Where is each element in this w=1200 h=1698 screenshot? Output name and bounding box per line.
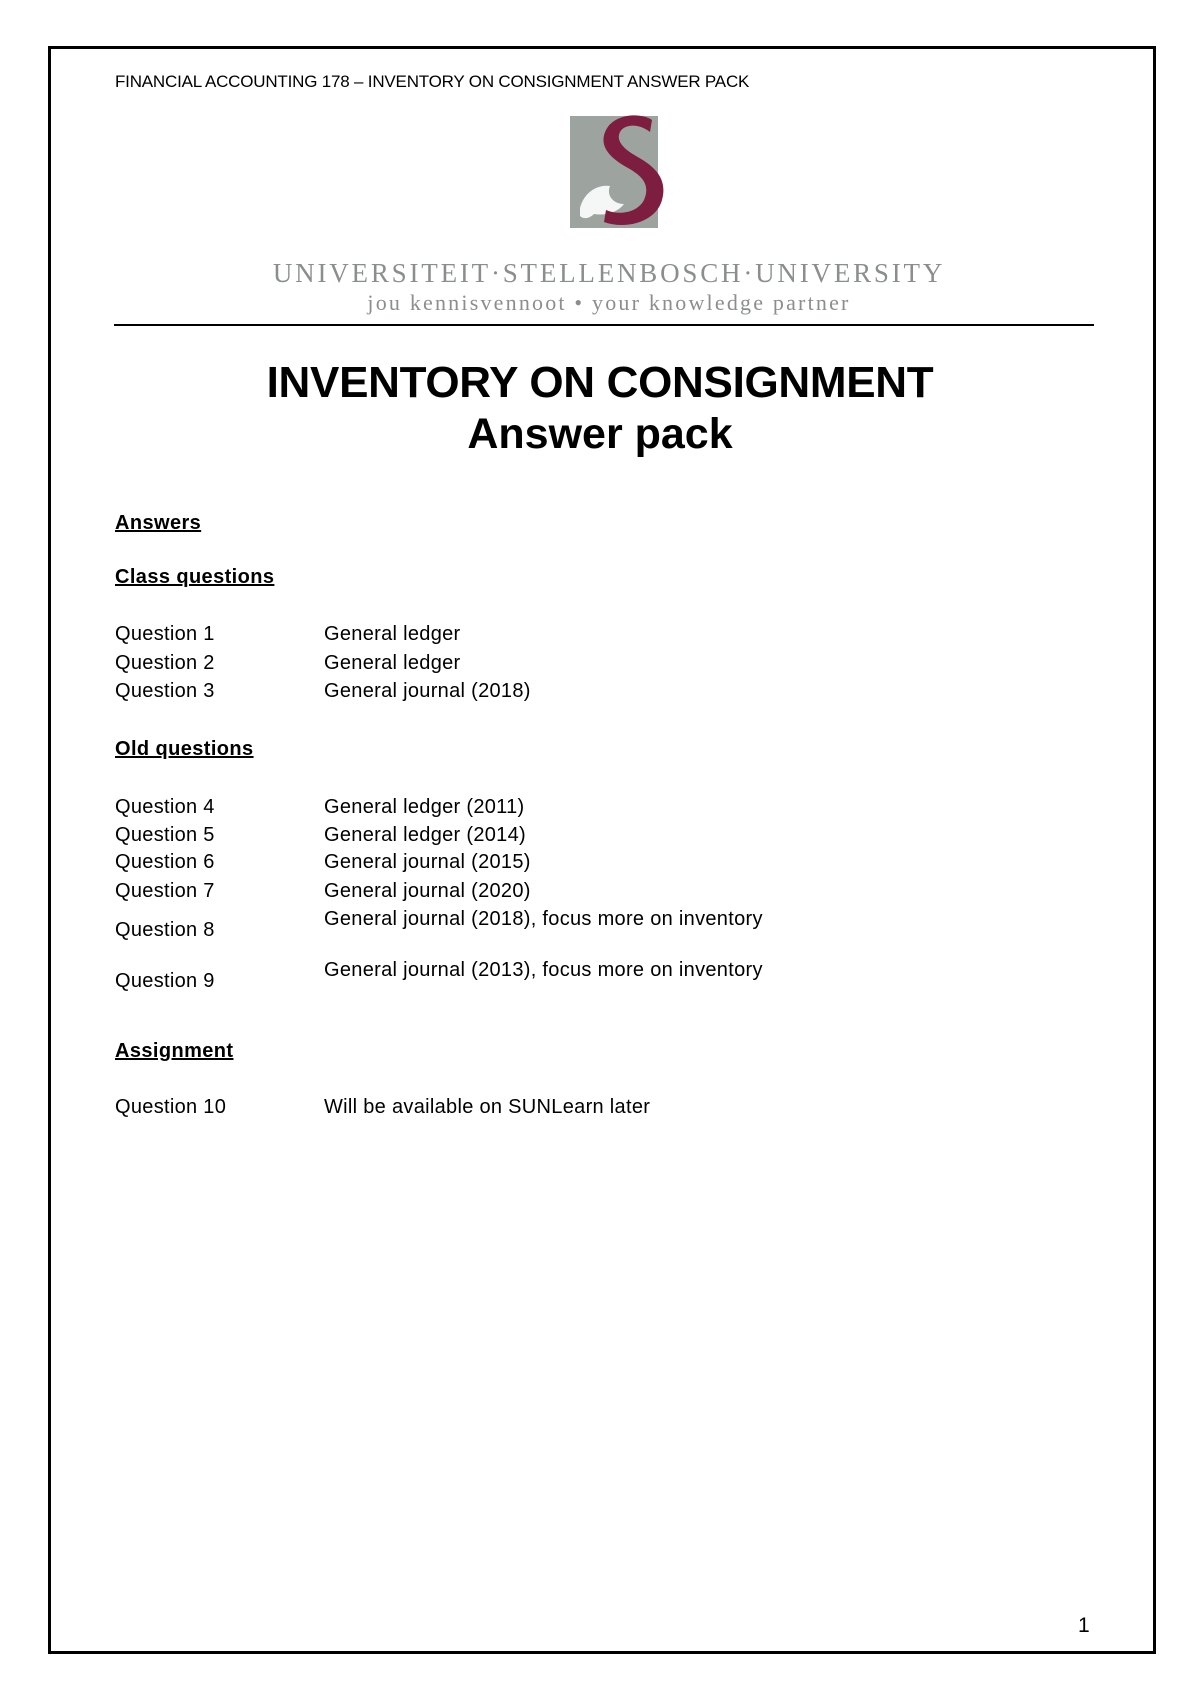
question-label: Question 2 <box>115 652 215 674</box>
question-label: Question 8 <box>115 919 215 941</box>
question-answer: General ledger <box>324 652 461 674</box>
university-name: UNIVERSITEIT·STELLENBOSCH·UNIVERSITY <box>272 258 946 288</box>
question-answer: General journal (2015) <box>324 851 531 873</box>
answers-heading: Answers <box>115 512 202 534</box>
header-divider <box>114 324 1094 326</box>
question-label: Question 1 <box>115 623 215 645</box>
question-answer: General journal (2020) <box>324 880 531 902</box>
question-answer: General journal (2018) <box>324 680 531 702</box>
university-tagline: jou kennisvennoot • your knowledge partner <box>367 290 851 315</box>
question-label: Question 5 <box>115 824 215 846</box>
question-answer: Will be available on SUNLearn later <box>324 1096 651 1118</box>
question-answer: General ledger (2014) <box>324 824 526 846</box>
question-answer: General ledger <box>324 623 461 645</box>
question-label: Question 6 <box>115 851 215 873</box>
question-label: Question 7 <box>115 880 215 902</box>
question-answer: General journal (2018), focus more on inventory <box>324 908 763 930</box>
page-number: 1 <box>1078 1614 1090 1637</box>
class-questions-heading: Class questions <box>115 566 275 588</box>
question-answer: General journal (2013), focus more on inventory <box>324 959 763 981</box>
running-header: FINANCIAL ACCOUNTING 178 – INVENTORY ON CONSIGNMENT ANSWER PACK <box>115 72 750 91</box>
question-label: Question 4 <box>115 796 215 818</box>
old-questions-heading: Old questions <box>115 738 254 760</box>
document-title: INVENTORY ON CONSIGNMENT <box>266 358 934 407</box>
question-label: Question 3 <box>115 680 215 702</box>
question-label: Question 9 <box>115 970 215 992</box>
question-answer: General ledger (2011) <box>324 796 525 818</box>
assignment-heading: Assignment <box>115 1040 234 1062</box>
question-label: Question 10 <box>115 1096 227 1118</box>
document-subtitle: Answer pack <box>467 410 733 458</box>
stellenbosch-s-logo-icon <box>570 112 668 230</box>
